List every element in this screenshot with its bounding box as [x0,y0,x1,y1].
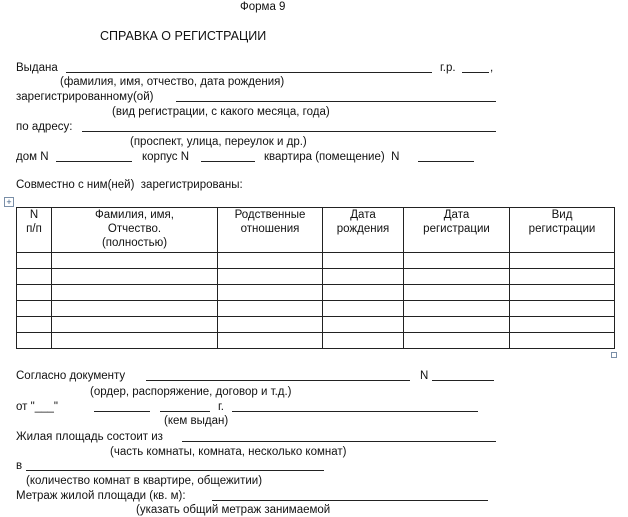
living-area-label: Жилая площадь состоит из [16,431,163,443]
according-label: Согласно документу [16,370,126,382]
address-line[interactable] [82,120,496,132]
area-label: Метраж жилой площади (кв. м): [16,490,186,502]
issued-by-line[interactable] [232,400,478,412]
from-label: от "___" [16,401,58,413]
table-cell[interactable] [404,269,510,285]
apartment-line[interactable] [418,150,474,162]
rooms-line[interactable] [26,459,324,471]
address-hint: (проспект, улица, переулок и др.) [130,136,307,148]
living-area-hint: (часть комнаты, комната, несколько комнат) [110,446,347,458]
header-cell-birth-date [323,208,404,253]
header-text: рождения [336,223,390,235]
table-cell[interactable] [323,253,404,269]
table-row [17,301,615,317]
table-cell[interactable] [17,253,52,269]
table-cell[interactable] [17,317,52,333]
header-text: регистрации [528,223,596,235]
area-line[interactable] [212,489,488,501]
doc-number-label: N [420,370,429,382]
header-text: (полностью) [101,237,168,249]
year-label: г. [218,401,224,413]
in-label: в [16,460,23,472]
house-line[interactable] [56,150,132,162]
table-row [17,317,615,333]
table-cell[interactable] [404,333,510,349]
header-cell-relation [218,208,323,253]
table-cell[interactable] [510,317,615,333]
issued-hint: (фамилия, имя, отчество, дата рождения) [60,76,285,88]
table-cell[interactable] [218,301,323,317]
table-cell[interactable] [218,253,323,269]
registered-label: зарегистрированному(ой) [16,91,154,103]
table-cell[interactable] [404,317,510,333]
table-cell[interactable] [323,333,404,349]
registered-line[interactable] [176,90,496,102]
table-move-handle[interactable]: + [4,197,14,207]
birth-year-label: г.р. [440,62,456,74]
table-cell[interactable] [52,285,218,301]
table-cell[interactable] [17,269,52,285]
table-cell[interactable] [52,317,218,333]
table-cell[interactable] [17,285,52,301]
registered-hint: (вид регистрации, с какого месяца, года) [112,106,330,118]
cohabitants-table [16,207,615,349]
table-cell[interactable] [510,301,615,317]
table-cell[interactable] [404,285,510,301]
header-text: п/п [26,223,42,235]
table-header-row [17,208,615,253]
header-text: отношения [240,223,300,235]
header-text: Вид [551,209,573,221]
address-label: по адресу: [16,121,73,133]
form-number: Форма 9 [240,1,286,13]
table-cell[interactable] [510,285,615,301]
table-cell[interactable] [510,253,615,269]
page-title: СПРАВКА О РЕГИСТРАЦИИ [100,29,267,43]
header-cell-name [52,208,218,253]
table-cell[interactable] [52,301,218,317]
rooms-hint: (количество комнат в квартире, общежитии) [26,475,263,487]
table-cell[interactable] [52,333,218,349]
header-text: Отчество. [107,223,162,235]
header-text: регистрации [423,223,490,235]
table-cell[interactable] [404,301,510,317]
table-cell[interactable] [218,285,323,301]
apartment-label: квартира (помещение) N [264,151,400,163]
table-cell[interactable] [218,317,323,333]
table-cell[interactable] [323,301,404,317]
table-cell[interactable] [323,317,404,333]
table-cell[interactable] [17,301,52,317]
table-cell[interactable] [404,253,510,269]
table-row [17,253,615,269]
building-label: корпус N [142,151,190,163]
header-cell-number [17,208,52,253]
table-cell[interactable] [52,269,218,285]
header-text: Дата [443,209,470,221]
from-month-line[interactable] [94,400,150,412]
table-cell[interactable] [218,269,323,285]
table-cell[interactable] [323,285,404,301]
table-cell[interactable] [17,333,52,349]
comma-text: , [490,62,494,74]
table-cell[interactable] [323,269,404,285]
header-text: Фамилия, имя, [95,209,174,221]
issued-line[interactable] [66,61,432,73]
table-cell[interactable] [510,333,615,349]
issued-by-hint: (кем выдан) [164,415,229,427]
header-cell-registration-date [404,208,510,253]
table-cell[interactable] [52,253,218,269]
building-line[interactable] [201,150,255,162]
table-row [17,269,615,285]
house-label: дом N [16,151,49,163]
header-cell-registration-type [510,208,615,253]
living-area-line[interactable] [182,430,496,442]
birth-year-line[interactable] [462,61,489,73]
table-row [17,333,615,349]
document-hint: (ордер, распоряжение, договор и т.д.) [90,386,292,398]
issued-label: Выдана [16,62,58,74]
area-hint: (указать общий метраж занимаемой [136,504,331,516]
header-text: Родственные [234,209,306,221]
header-text: Дата [350,209,376,221]
doc-number-line[interactable] [432,369,494,381]
table-resize-handle[interactable] [611,352,617,358]
according-line[interactable] [146,369,410,381]
from-year-line[interactable] [160,400,210,412]
table-cell[interactable] [218,333,323,349]
cohabitants-label: Совместно с ним(ней) зарегистрированы: [16,179,243,191]
header-text: N [29,209,39,221]
table-cell[interactable] [510,269,615,285]
table-row [17,285,615,301]
